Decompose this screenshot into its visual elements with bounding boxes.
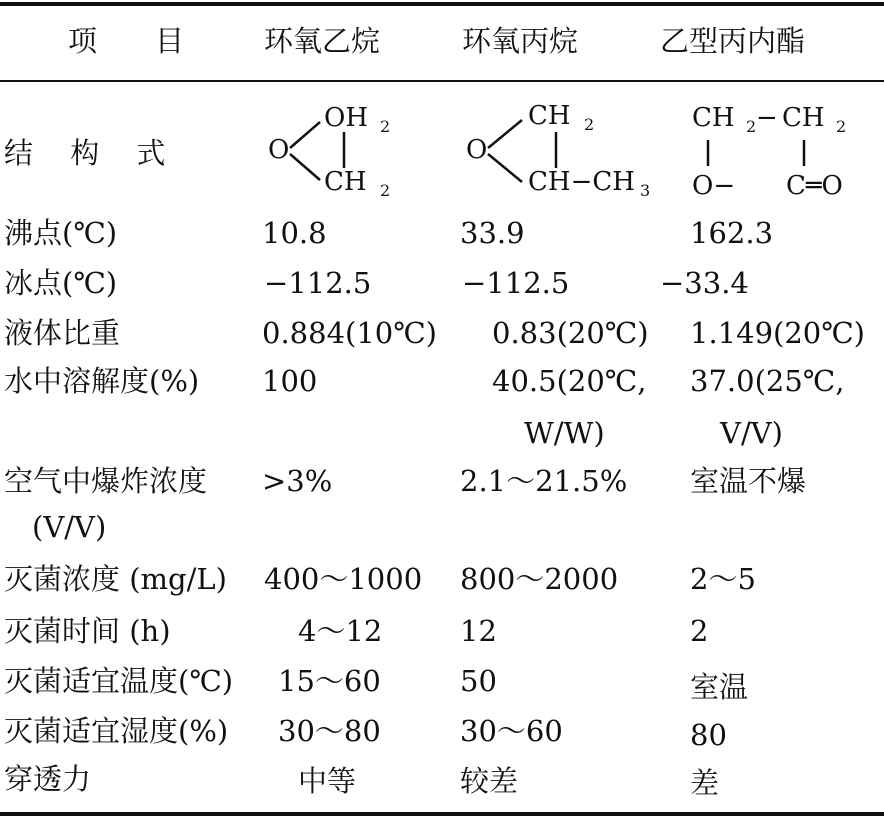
formula-bottom-right-group: C═O (786, 171, 843, 201)
row-label-structure: 结 构 式 (4, 136, 180, 170)
cell-time-eo: 4～12 (298, 614, 383, 648)
formula-bond (488, 120, 522, 148)
formula-oxygen: O (466, 135, 488, 165)
cell-density-po: 0.83(20℃) (492, 316, 649, 350)
cell-time-bpl: 2 (690, 614, 709, 648)
header-beta-propiolactone: 乙型丙内酯 (660, 24, 806, 58)
cell-conc-bpl: 2～5 (690, 562, 756, 596)
formula-bond-dash: − (756, 103, 778, 133)
cell-explosive-eo: >3% (262, 464, 333, 498)
cell-freezing-bpl: −33.4 (660, 266, 749, 300)
row-label-solubility: 水中溶解度(%) (4, 364, 200, 398)
cell-boiling-po: 33.9 (460, 216, 525, 250)
cell-solubility-bpl-line2: V/V) (720, 416, 783, 450)
row-label-sterilization-temperature: 灭菌适宜温度(℃) (4, 664, 234, 698)
header-propylene-oxide: 环氧丙烷 (462, 24, 579, 58)
cell-explosive-bpl: 室温不爆 (690, 464, 807, 498)
row-label-freezing-point: 冰点(℃) (4, 266, 118, 300)
table-header-rule (0, 80, 884, 82)
cell-penetration-eo: 中等 (298, 764, 357, 798)
formula-bottom-group: CH (324, 167, 367, 197)
cell-solubility-po-line2: W/W) (524, 416, 605, 450)
cell-solubility-bpl-line1: 37.0(25℃, (690, 364, 845, 398)
cell-penetration-po: 较差 (460, 764, 519, 798)
cell-explosive-po: 2.1～21.5% (460, 464, 628, 498)
cell-humidity-po: 30～60 (460, 714, 563, 748)
formula-top-left-group: CH (692, 103, 735, 133)
cell-humidity-eo: 30～80 (278, 714, 381, 748)
formula-oxygen: O (268, 135, 290, 165)
row-label-sterilization-time: 灭菌时间 (h) (4, 614, 171, 648)
cell-temp-eo: 15～60 (278, 664, 381, 698)
formula-bottom-left-group: O− (692, 171, 736, 201)
formula-beta-propiolactone (692, 100, 882, 200)
formula-subscript: 3 (640, 181, 651, 200)
cell-temp-po: 50 (460, 664, 497, 698)
cell-time-po: 12 (460, 614, 497, 648)
row-label-penetration: 穿透力 (4, 762, 92, 796)
cell-boiling-bpl: 162.3 (690, 216, 774, 250)
header-item: 项 目 (68, 24, 185, 58)
formula-subscript: 2 (380, 117, 391, 136)
cell-density-eo: 0.884(10℃) (262, 316, 437, 350)
formula-bottom-group: CH−CH (528, 167, 635, 197)
cell-freezing-eo: −112.5 (264, 266, 372, 300)
formula-subscript: 2 (584, 115, 595, 134)
table-bottom-rule (0, 812, 884, 816)
table-top-rule (0, 2, 884, 6)
row-label-explosive-concentration: 空气中爆炸浓度 (4, 464, 208, 498)
formula-top-group: CH (528, 101, 571, 131)
row-label-explosive-unit: (V/V) (32, 510, 107, 544)
row-label-sterilization-humidity: 灭菌适宜湿度(%) (4, 714, 229, 748)
formula-top-right-group: CH (782, 103, 825, 133)
formula-propylene-oxide (466, 100, 666, 200)
cell-temp-bpl: 室温 (690, 670, 749, 704)
cell-conc-po: 800～2000 (460, 562, 619, 596)
row-label-sterilization-concentration: 灭菌浓度 (mg/L) (4, 562, 227, 596)
formula-subscript: 2 (380, 181, 391, 200)
cell-freezing-po: −112.5 (462, 266, 570, 300)
formula-ethylene-oxide (268, 100, 418, 200)
cell-boiling-eo: 10.8 (262, 216, 327, 250)
row-label-boiling-point: 沸点(℃) (4, 216, 118, 250)
cell-penetration-bpl: 差 (690, 766, 720, 800)
formula-bond (488, 154, 522, 182)
formula-bond (290, 154, 320, 180)
cell-density-bpl: 1.149(20℃) (690, 316, 865, 350)
cell-solubility-po-line1: 40.5(20℃, (492, 364, 647, 398)
header-ethylene-oxide: 环氧乙烷 (264, 24, 381, 58)
cell-conc-eo: 400～1000 (264, 562, 423, 596)
cell-humidity-bpl: 80 (690, 718, 727, 752)
cell-solubility-eo: 100 (262, 364, 318, 398)
row-label-density: 液体比重 (4, 316, 121, 350)
formula-subscript: 2 (836, 117, 847, 136)
formula-top-group: OH (324, 103, 368, 133)
formula-bond (290, 122, 320, 148)
formula-subscript: 2 (746, 117, 757, 136)
